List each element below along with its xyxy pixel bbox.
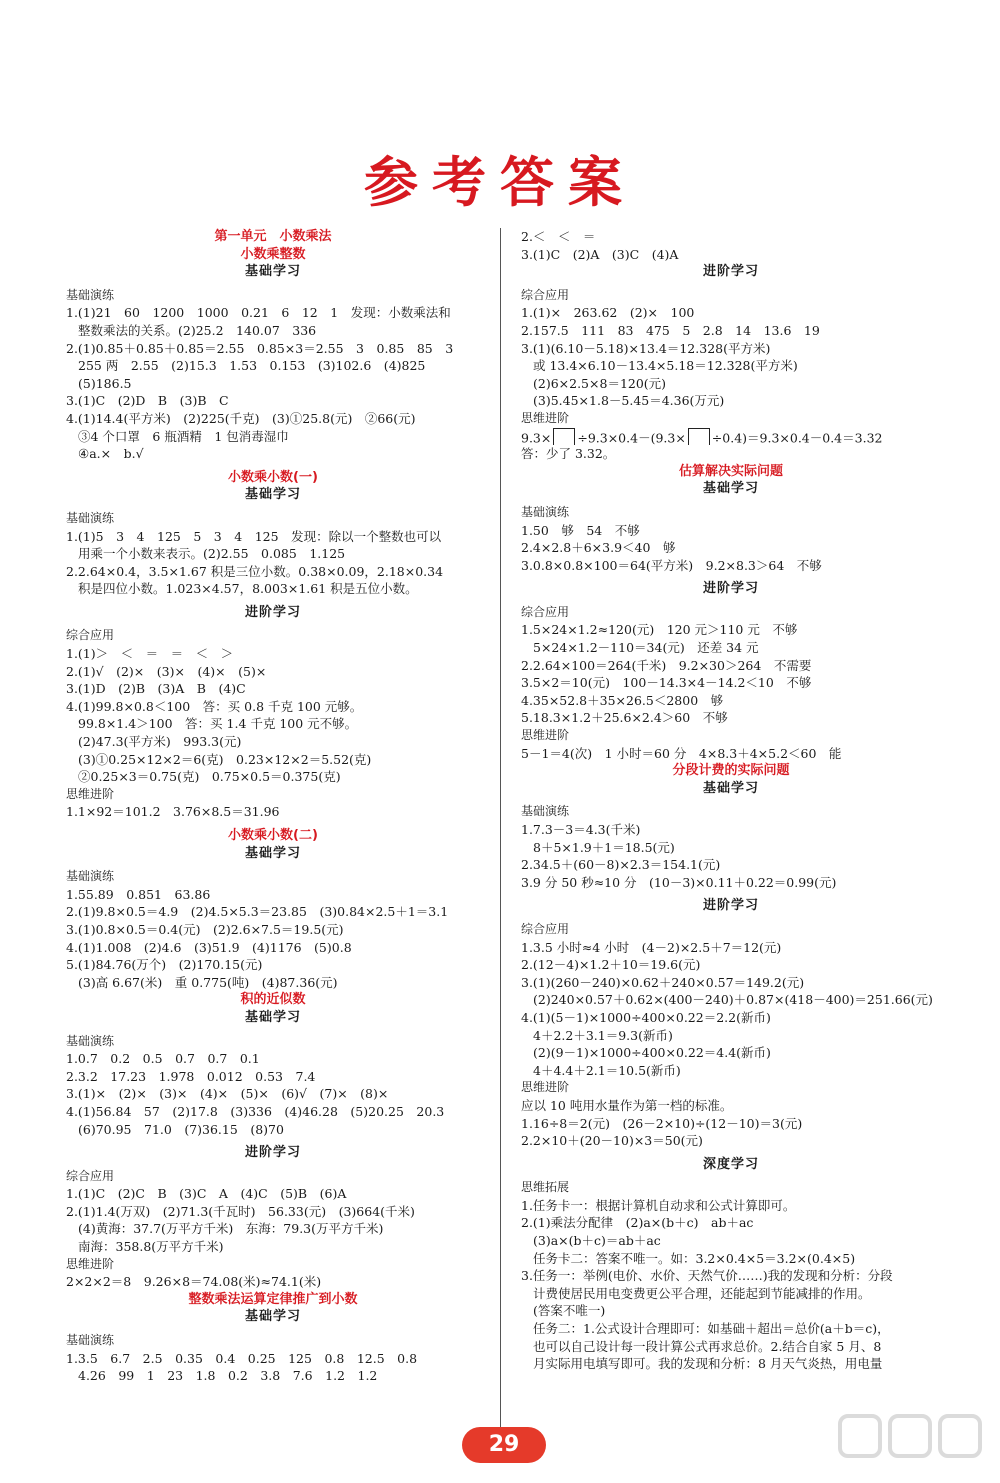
answer-line: 1.(1)5 3 4 125 5 3 4 125 发现：除以一个整数也可以 (66, 528, 442, 544)
answer-line: (2)47.3(平方米) 993.3(元) (78, 734, 242, 750)
answer-line: 5－1＝4(次) 1 小时＝60 分 4×8.3＋4×5.2＜60 能 (521, 745, 842, 761)
subsection-heading: 基础学习 (244, 1309, 301, 1325)
exercise-label: 思维进阶 (66, 1256, 115, 1271)
answer-line: 任务卡二：答案不唯一。如：3.2×0.4×5＝3.2×(0.4×5) (533, 1250, 856, 1266)
subsection-heading: 进阶学习 (702, 264, 759, 280)
answer-line: 2.4×2.8＋6×3.9＜40 够 (521, 540, 676, 556)
answer-line: 1.55.89 0.851 63.86 (66, 886, 211, 902)
answer-line: 4.35×52.8＋35×26.5＜2800 够 (521, 692, 724, 708)
answer-line: 2.(12－4)×1.2＋10＝19.6(元) (521, 957, 701, 973)
answer-line: 3.(1)D (2)B (3)A B (4)C (66, 681, 246, 697)
answer-line: 5.(1)84.76(万个) (2)170.15(元) (66, 957, 263, 973)
answer-line: 3.5×2＝10(元) 100－14.3×4－14.2＜10 不够 (521, 675, 812, 691)
answer-line: (3)a×(b＋c)＝ab＋ac (533, 1233, 661, 1249)
exercise-label: 思维进阶 (521, 1080, 570, 1095)
answer-line: (5)186.5 (78, 375, 132, 391)
answer-line: 5.18.3×1.2＋25.6×2.4＞60 不够 (521, 710, 728, 726)
answer-line: 4.(1)56.84 57 (2)17.8 (3)336 (4)46.28 (5)20.25 20.3 (66, 1103, 445, 1119)
exercise-label: 基础演练 (521, 504, 570, 519)
answer-line: (3)5.45×1.8－5.45＝4.36(万元) (533, 393, 725, 409)
answer-line: 1.5×24×1.2≈120(元) 120 元＞110 元 不够 (521, 622, 798, 638)
answer-line: 4.(1)99.8×0.8＜100 答：买 0.8 千克 100 元够。 (66, 698, 363, 714)
exercise-label: 思维进阶 (521, 728, 570, 743)
answer-line: 2.(1)1.4(万双) (2)71.3(千瓦时) 56.33(元) (3)664(千米) (66, 1203, 415, 1219)
answer-line: 4.26 99 1 23 1.8 0.2 3.8 7.6 1.2 1.2 (78, 1368, 378, 1384)
answer-line: 2.(1)9.8×0.5＝4.9 (2)4.5×5.3＝23.85 (3)0.84×2.5＋1＝3.1 (66, 904, 449, 920)
section-heading: 小数乘整数 (240, 246, 306, 262)
answer-line: 1.任务卡一：根据计算机自动求和公式计算即可。 (521, 1197, 796, 1213)
section-heading: 分段计费的实际问题 (672, 763, 790, 779)
answer-line: 2.3.2 17.23 1.978 0.012 0.53 7.4 (66, 1068, 316, 1084)
subsection-heading: 进阶学习 (244, 1145, 301, 1161)
answer-line: 答：少了 3.32。 (521, 446, 616, 462)
exercise-label: 综合应用 (66, 1168, 115, 1183)
exercise-label: 基础演练 (66, 1033, 115, 1048)
answer-line: (3)①0.25×12×2＝6(克) 0.23×12×2＝5.52(克) (78, 751, 372, 767)
answer-line: 4＋2.2＋3.1＝9.3(新币) (533, 1027, 673, 1043)
exercise-label: 综合应用 (521, 921, 570, 936)
answer-line: 2.2.64×0.4，3.5×1.67 积是三位小数。0.38×0.09，2.18×0.34 (66, 563, 444, 579)
answer-line-with-blanks (521, 428, 941, 446)
exercise-label: 基础演练 (66, 287, 115, 302)
answer-line: (2)240×0.57＋0.62×(400－240)＋0.87×(418－400)＝251.66(元) (533, 992, 933, 1008)
answer-line: 2.157.5 111 83 475 5 2.8 14 13.6 19 (521, 322, 820, 338)
answer-line: 1.1×92＝101.2 3.76×8.5＝31.96 (66, 804, 280, 820)
subsection-heading: 基础学习 (244, 1009, 301, 1025)
section-heading: 估算解决实际问题 (678, 463, 783, 479)
answer-line: 2.(1)√ (2)× (3)× (4)× (5)× (66, 663, 267, 679)
answer-line: (4)黄海：37.7(万平方千米) 东海：79.3(万平方千米) (78, 1221, 384, 1237)
answer-line: (2)(9－1)×1000÷400×0.22＝4.4(新币) (533, 1045, 771, 1061)
answer-line: 2.＜ ＜ ＝ (521, 229, 596, 244)
answer-line: 3.(1)C (2)D B (3)B C (66, 393, 229, 409)
page-title: 参考答案 (364, 151, 636, 214)
answer-line: (3)高 6.67(米) 重 0.775(吨) (4)87.36(元) (78, 974, 338, 990)
answer-line: 5×24×1.2－110＝34(元) 还差 34 元 (533, 640, 759, 656)
exercise-label: 思维拓展 (521, 1180, 570, 1195)
answer-text-segment: ÷9.3×0.4－(9.3× (577, 430, 686, 446)
answer-column-right (521, 228, 941, 1373)
answer-line: ②0.25×3＝0.75(克) 0.75×0.5＝0.375(克) (78, 769, 341, 785)
answer-line: 1.(1)C (2)C B (3)C A (4)C (5)B (6)A (66, 1186, 347, 1202)
answer-line: 积是四位小数。1.023×4.57，8.003×1.61 积是五位小数。 (78, 581, 418, 597)
blank-box-icon (553, 428, 575, 446)
answer-line: 3.9 分 50 秒≈10 分 (10－3)×0.11＋0.22＝0.99(元) (521, 874, 837, 890)
answer-line: 1.(1)× 263.62 (2)× 100 (521, 305, 695, 321)
answer-text-segment: ÷0.4)＝9.3×0.4－0.4＝3.32 (711, 430, 883, 446)
answer-line: 3.(1)(260－240)×0.62＋240×0.57＝149.2(元) (521, 974, 805, 990)
answer-line: 4.(1)1.008 (2)4.6 (3)51.9 (4)1176 (5)0.8 (66, 939, 352, 955)
exercise-label: 综合应用 (521, 604, 570, 619)
exercise-label: 基础演练 (66, 869, 115, 884)
subsection-heading: 基础学习 (244, 845, 301, 861)
answer-line: 3.(1)C (2)A (3)C (4)A (521, 246, 679, 262)
exercise-label: 基础演练 (66, 1333, 115, 1348)
answer-line: 或 13.4×6.10－13.4×5.18＝12.328(平方米) (533, 358, 798, 374)
answer-line: 3.0.8×0.8×100＝64(平方米) 9.2×8.3＞64 不够 (521, 557, 822, 573)
subsection-heading: 深度学习 (702, 1156, 759, 1172)
section-heading: 小数乘小数(一) (228, 469, 318, 485)
blank-box-icon (688, 428, 710, 446)
answer-line: 3.(1)× (2)× (3)× (4)× (5)× (6)√ (7)× (8)× (66, 1086, 389, 1102)
answer-line: ④a.× b.√ (78, 446, 144, 462)
answer-line: 255 两 2.55 (2)15.3 1.53 0.153 (3)102.6 (4)825 (78, 358, 426, 374)
answer-line: 1.3.5 6.7 2.5 0.35 0.4 0.25 125 0.8 12.5 0.8 (66, 1350, 418, 1366)
subsection-heading: 进阶学习 (702, 898, 759, 914)
answer-column-left (66, 228, 480, 1385)
answer-line: 1.50 够 54 不够 (521, 522, 640, 538)
subsection-heading: 基础学习 (702, 780, 759, 796)
answer-line: 用乘一个小数来表示。(2)2.55 0.085 1.125 (78, 546, 346, 562)
answer-line: 2.(1)乘法分配律 (2)a×(b＋c) ab＋ac (521, 1215, 754, 1231)
answer-line: 南海：358.8(万平方千米) (78, 1239, 224, 1255)
answer-line: 整数乘法的关系。(2)25.2 140.07 336 (78, 322, 317, 338)
answer-line: (答案不唯一) (533, 1303, 606, 1319)
subsection-heading: 进阶学习 (244, 604, 301, 620)
answer-line: 1.16÷8＝2(元) (26－2×10)÷(12－10)＝3(元) (521, 1115, 803, 1131)
answer-line: 3.任务一：举例(电价、水价、天然气价……)我的发现和分析：分段 (521, 1268, 893, 1284)
exercise-label: 思维进阶 (521, 410, 570, 425)
section-heading: 整数乘法运算定律推广到小数 (188, 1291, 358, 1307)
answer-line: 3.(1)(6.10－5.18)×13.4＝12.328(平方米) (521, 340, 771, 356)
answer-line: 也可以自己设计每一段计算公式再求总价。2.结合自家 5 月、8 (533, 1338, 882, 1354)
answer-line: 1.(1)＞ ＜ ＝ ＝ ＜ ＞ (66, 646, 234, 662)
watermark-logo-icon (838, 1410, 988, 1470)
answer-line: 4.(1)(5－1)×1000÷400×0.22＝2.2(新币) (521, 1009, 771, 1025)
section-heading: 第一单元 小数乘法 (214, 229, 332, 244)
answer-line: 2×2×2＝8 9.26×8＝74.08(米)≈74.1(米) (66, 1274, 322, 1290)
subsection-heading: 基础学习 (702, 481, 759, 497)
answer-text-segment: 9.3× (521, 430, 552, 446)
answer-line: 2.2.64×100＝264(千米) 9.2×30＞264 不需要 (521, 657, 812, 673)
answer-line: 应以 10 吨用水量作为第一档的标准。 (521, 1097, 733, 1113)
answer-line: (6)70.95 71.0 (7)36.15 (8)70 (78, 1121, 284, 1137)
answer-line: ③4 个口罩 6 瓶酒精 1 包消毒湿巾 (78, 428, 289, 444)
answer-line: 计费使居民用电变费更公平合理，还能起到节能减排的作用。 (533, 1285, 871, 1301)
answer-line: 任务二：1.公式设计合理即可：如基础＋超出＝总价(a＋b＝c)， (533, 1321, 890, 1337)
column-divider (500, 228, 501, 1428)
answer-line: 8＋5×1.9＋1＝18.5(元) (533, 839, 675, 855)
subsection-heading: 基础学习 (244, 264, 301, 280)
answer-line: 月实际用电填写即可。我的发现和分析：8 月天气炎热，用电量 (533, 1356, 883, 1372)
section-heading: 积的近似数 (240, 992, 306, 1008)
answer-line: 1.0.7 0.2 0.5 0.7 0.7 0.1 (66, 1051, 260, 1067)
exercise-label: 思维进阶 (66, 786, 115, 801)
answer-line: 2.(1)0.85＋0.85＋0.85＝2.55 0.85×3＝2.55 3 0.85 85 3 (66, 340, 454, 356)
subsection-heading: 基础学习 (244, 487, 301, 503)
exercise-label: 综合应用 (66, 628, 115, 643)
answer-line: (2)6×2.5×8＝120(元) (533, 375, 667, 391)
exercise-label: 综合应用 (521, 287, 570, 302)
exercise-label: 基础演练 (521, 804, 570, 819)
answer-line: 2.34.5＋(60－8)×2.3＝154.1(元) (521, 857, 721, 873)
answer-line: 1.3.5 小时≈4 小时 (4－2)×2.5＋7＝12(元) (521, 939, 782, 955)
page-number-badge: 29 (462, 1427, 546, 1463)
answer-line: 1.7.3－3＝4.3(千米) (521, 822, 641, 837)
answer-line: 99.8×1.4＞100 答：买 1.4 千克 100 元不够。 (78, 716, 358, 732)
answer-line: 4.(1)14.4(平方米) (2)225(千克) (3)①25.8(元) ②66(元) (66, 410, 416, 426)
answer-line: 3.(1)0.8×0.5＝0.4(元) (2)2.6×7.5＝19.5(元) (66, 921, 344, 937)
answer-line: 1.(1)21 60 1200 1000 0.21 6 12 1 发现：小数乘法和 (66, 305, 451, 321)
answer-line: 2.2×10＋(20－10)×3＝50(元) (521, 1133, 703, 1149)
section-heading: 小数乘小数(二) (228, 828, 318, 843)
exercise-label: 基础演练 (66, 510, 115, 525)
subsection-heading: 进阶学习 (702, 581, 759, 597)
answer-line: 4＋4.4＋2.1＝10.5(新币) (533, 1062, 681, 1078)
